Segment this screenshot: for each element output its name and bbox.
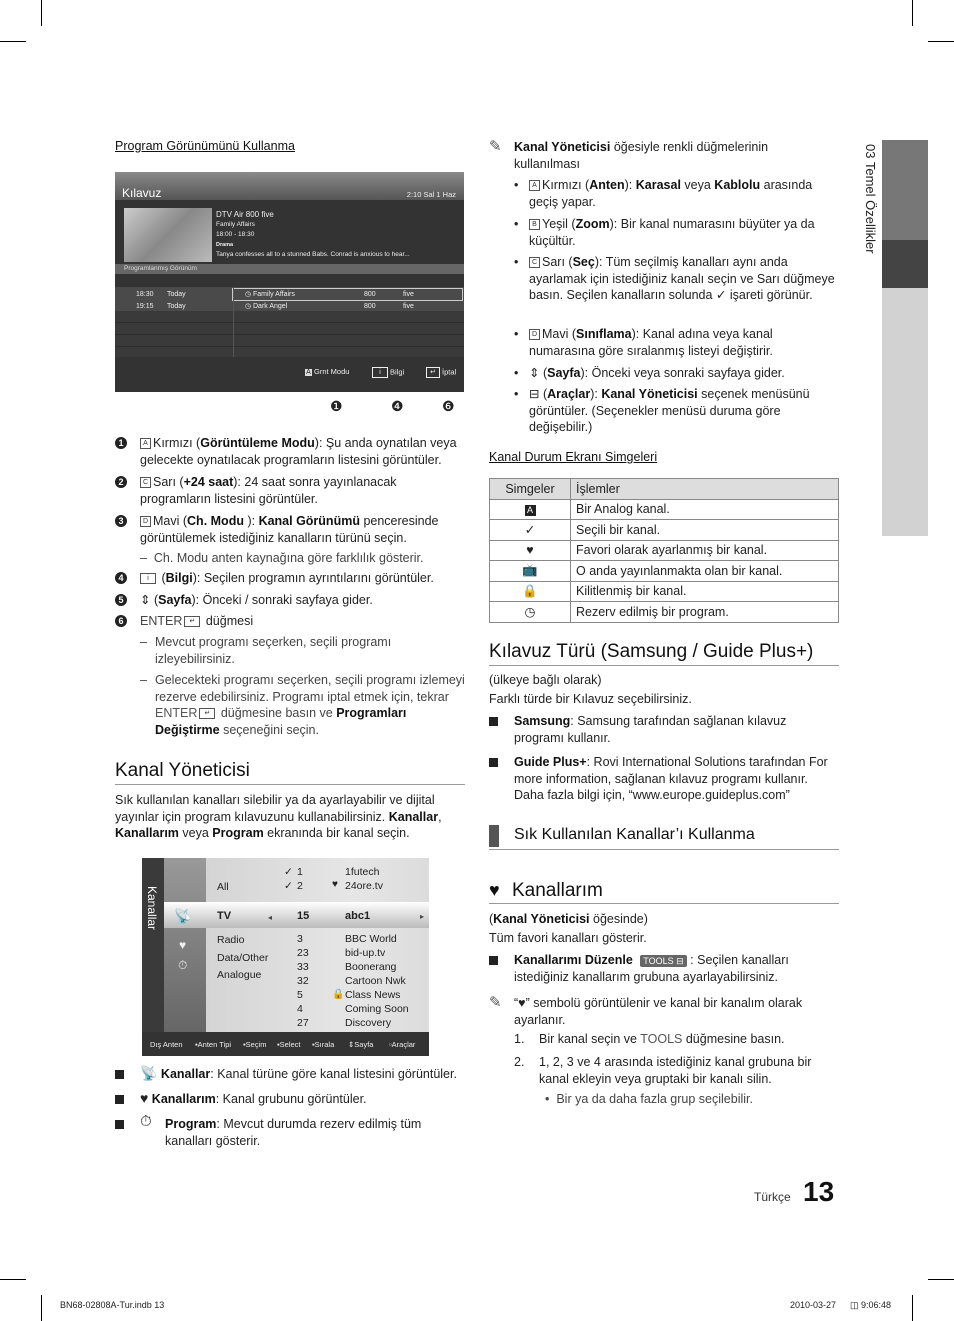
status-icons-table [489, 478, 839, 623]
print-date: 2010-03-27 [790, 1300, 837, 1310]
footer-page[interactable]: ⇕Sayfa [348, 1040, 374, 1049]
note-item-blue: • D Mavi (Sınıflama): Kanal adına veya kanal numarasına göre sıralanmış listeyi değiştirir. [514, 327, 773, 358]
bullet [115, 1095, 124, 1104]
item-3: D Mavi (Ch. Modu ): Kanal Görünümü penceresinde görüntülemek istediğiniz kanalların türünü seçin. [140, 514, 439, 545]
note-item-page: • ⇕ (Sayfa): Önceki veya sonraki sayfaya gider. [514, 366, 785, 380]
num-6: 6 [115, 615, 127, 627]
ch-num: 23 [297, 947, 309, 959]
guide-screen [115, 172, 464, 392]
channel-list-vertical: Kanallar [145, 886, 159, 931]
check-icon: ✓ [490, 520, 571, 541]
crop-mark [928, 1279, 954, 1280]
guide-title: Kılavuz [122, 186, 162, 200]
row-day: Today [167, 291, 186, 298]
my-channels-title: Kanallarım [512, 880, 603, 901]
ch-num: 5 [297, 989, 303, 1001]
footer-cancel[interactable]: ↵ İptal [426, 367, 456, 378]
program-thumbnail [124, 208, 212, 262]
side-tab-label: 03 Temel Özellikler [863, 144, 878, 254]
cat-analogue[interactable]: Analogue [217, 969, 262, 981]
row-title: Family Affairs [253, 291, 295, 298]
table-header [490, 479, 839, 500]
ch-name: Cartoon Nwk [345, 975, 406, 987]
heart-icon: ♥ [179, 938, 187, 952]
side-tab-dark [882, 140, 928, 240]
schedule-row[interactable]: 18:30 Today ◷ Family Affairs 800 five [115, 289, 464, 301]
guide-datetime: 2:10 Sal 1 Haz [406, 190, 456, 199]
info-line: Tanya confesses all to a stunned Babs. Conrad is anxious to hear... [216, 251, 410, 258]
step-2-num: 2. [514, 1055, 525, 1069]
step-2: 1, 2, 3 ve 4 arasında istediğiniz kanal grubuna bir kanal ekleyin veya gruptaki bir kanalı silin. [539, 1055, 812, 1086]
crop-mark [41, 1295, 42, 1321]
row-day: Today [167, 303, 186, 310]
crop-mark [0, 1279, 26, 1280]
item-6-sub-b: – Gelecekteki programı seçerken, seçili programı izlemeyi rezerve edebilirsiniz. Programı iptal etmek için, tekrar ENTER ↵ düğmesine basın ve Programları Değiştirme seçeneğini seçin. [140, 673, 465, 737]
clock-icon: ◷ [490, 602, 571, 623]
ch-name: Discovery [345, 1017, 392, 1029]
file-name: BN68-02808A-Tur.indb 13 [60, 1300, 165, 1310]
analog-icon: A [525, 505, 536, 516]
ch-num: 32 [297, 975, 309, 987]
bullet [115, 1120, 124, 1129]
item-6-sub-a: – Mevcut programı seçerken, seçili programı izleyebilirsiniz. [140, 635, 392, 666]
footer-info[interactable]: i Bilgi [372, 367, 404, 378]
guide-type-note: (ülkeye bağlı olarak) [489, 673, 602, 687]
status-icons-heading: Kanal Durum Ekranı Simgeleri [489, 450, 658, 464]
footer-view-mode[interactable]: A Grnt Modu [306, 367, 350, 376]
edit-my-channels: Kanallarımı Düzenle TOOLS ⊟ : Seçilen kanalları istediğiniz kanallarım grubuna ayarlayabilirsiniz. [514, 953, 789, 984]
note-pencil-icon: ✎ [489, 994, 502, 1011]
ch-num: 15 [297, 910, 310, 922]
side-tab-darker [882, 240, 928, 288]
row-name: five [403, 303, 414, 310]
table-row: 📺 O anda yayınlanmakta olan bir kanal. [490, 561, 839, 582]
num-5: 5 [115, 594, 127, 606]
bullet [115, 1070, 124, 1079]
row-ch: 800 [364, 291, 376, 298]
item-1: A Kırmızı (Görüntüleme Modu): Şu anda oynatılan veya gelecekte oynatılacak programların listesini görüntüler. [140, 436, 457, 467]
table-row: ♥ Favori olarak ayarlanmış bir kanal. [490, 540, 839, 561]
bullet-my-channels: ♥ Kanallarım: Kanal grubunu görüntüler. [140, 1090, 367, 1106]
footer-antenna-type[interactable]: ▪Anten Tipi [195, 1040, 232, 1049]
table-row: A Bir Analog kanal. [490, 499, 839, 520]
guide-type-title: Kılavuz Türü (Samsung / Guide Plus+) [489, 641, 814, 662]
tools-badge: TOOLS ⊟ [640, 955, 686, 967]
guide-type-desc: Farklı türde bir Kılavuz seçebilirsiniz. [489, 692, 692, 706]
info-line: Drama [216, 242, 234, 248]
row-title: Dark Angel [253, 303, 288, 310]
row-time: 18:30 [136, 291, 154, 298]
crop-mark [0, 41, 26, 42]
page-number: 13 [803, 1176, 835, 1207]
item-2: C Sarı (+24 saat): 24 saat sonra yayınlanacak programların listesini görüntüler. [140, 475, 397, 506]
table-row: ✓ Seçili bir kanal. [490, 520, 839, 541]
row-name: five [403, 291, 414, 298]
fav-heart-icon: ♥ [332, 879, 338, 890]
fav-section-title: Sık Kullanılan Kanallar’ı Kullanma [514, 826, 755, 843]
num-4: 4 [115, 572, 127, 584]
enter-icon: ↵ [184, 616, 200, 627]
ch-name: Coming Soon [345, 1003, 409, 1015]
ch-num: 1 [297, 866, 303, 878]
my-channels-sub1: (Kanal Yöneticisi öğesinde) [489, 912, 648, 926]
crop-mark [41, 0, 42, 26]
footer-sort[interactable]: ▪Sırala [312, 1040, 335, 1049]
footer-tools[interactable]: ▫Araçlar [389, 1040, 416, 1049]
num-2: 2 [115, 476, 127, 488]
schedule-row[interactable]: 19:15 Today ◷ Dark Angel 800 five [115, 301, 464, 313]
num-3: 3 [115, 515, 127, 527]
heart-icon: ♥ [489, 880, 500, 900]
item-4: i (Bilgi): Seçilen programın ayrıntılarını görüntüler. [140, 570, 465, 587]
cat-radio[interactable]: Radio [217, 934, 245, 946]
footer-antenna: Dış Anten [150, 1040, 183, 1049]
ch-num: 4 [297, 1003, 303, 1015]
bullet [489, 758, 498, 767]
page-icon: ⇕ [529, 366, 540, 380]
note-pencil-icon: ✎ [489, 138, 502, 155]
note-item-red: • A Kırmızı (Anten): Karasal veya Kablolu arasında geçiş yapar. [514, 178, 813, 209]
num-1: 1 [115, 437, 127, 449]
bullet [489, 717, 498, 726]
satellite-icon: 📡 [174, 908, 192, 924]
ch-name: bid-up.tv [345, 947, 386, 959]
ch-name: BBC World [345, 933, 397, 945]
guide-samsung: Samsung: Samsung tarafından sağlanan kılavuz programı kullanır. [514, 714, 787, 745]
table-row: ◷ Rezerv edilmiş bir program. [490, 602, 839, 623]
program-view-heading: Program Görünümünü Kullanma [115, 139, 295, 153]
bullet-channels: 📡 Kanallar: Kanal türüne göre kanal listesini görüntüler. [140, 1065, 457, 1081]
divider [489, 849, 839, 850]
step-2-sub: • Bir ya da daha fazla grup seçilebilir. [545, 1092, 753, 1106]
item-6: ENTER ↵ düğmesi [140, 614, 254, 628]
ch-name: 1futech [345, 866, 380, 878]
section-bar [489, 825, 499, 847]
ch-name: 24ore.tv [345, 880, 383, 892]
my-channels-sub2: Tüm favori kanalları gösterir. [489, 931, 647, 945]
clock-icon: ⏱ [178, 958, 188, 972]
heart-icon: ♥ [490, 540, 571, 561]
channel-list-screen: Kanallar 📡 ♥ ⏱ All TV Radio Data/Other Analogue ◂ ▸ ✓ ✓ 1 2 15 3 23 33 32 5 4 27 ♥ 🔒 1futech 24ore.tv abc1 BBC World bid-up.tv Boonerang Cartoon Nwk Class News Coming Soon Discovery Dış Anten ▪Anten Tipi ▪Seçim ▪Select ▪Sırala ⇕Sayfa ▫Araçlar [142, 858, 429, 1056]
ch-name: abc1 [345, 910, 371, 922]
heart-icon: ♥ [140, 1090, 149, 1106]
tv-icon: 📺 [490, 561, 571, 582]
footer-select-2[interactable]: ▪Select [277, 1040, 301, 1049]
step-1-num: 1. [514, 1032, 525, 1046]
schedule-rows [115, 289, 464, 313]
note-intro: Kanal Yöneticisi öğesiyle renkli düğmelerinin kullanılması [514, 140, 769, 171]
footer-select[interactable]: ▪Seçim [243, 1040, 267, 1049]
crop-mark [912, 1295, 913, 1321]
ch-num: 3 [297, 933, 303, 945]
ch-name: Class News [345, 989, 401, 1001]
row-ch: 800 [364, 303, 376, 310]
guide-plus: Guide Plus+: Rovi International Solutions tarafından For more information, sağlanan kılavuz programı kullanır. Daha fazla bilgi için, “www.europe.guideplus.com” [514, 755, 828, 802]
my-channels-note: “♥” sembolü görüntülenir ve kanal bir kanalım olarak ayarlanır. [514, 996, 803, 1027]
tools-icon: ⊟ [529, 387, 540, 401]
page-icon: ⇕ [140, 593, 151, 607]
callout-6: ❻ [442, 398, 455, 414]
info-line: Family Affairs [216, 221, 255, 228]
divider [489, 903, 839, 904]
info-line: DTV Air 800 five [216, 210, 274, 219]
channel-manager-title: Kanal Yöneticisi [115, 760, 250, 781]
callout-4: ❹ [391, 398, 404, 414]
item-5: ⇕ (Sayfa): Önceki / sonraki sayfaya gider. [140, 593, 373, 607]
note-item-yellow: • C Sarı (Seç): Tüm seçilmiş kanalları aynı anda ayarlamak için istediğiniz kanalı seçin ve Sarı düğmeye basın. Seçilen kanalların solunda ✓ işareti görünür. [514, 255, 835, 302]
crop-mark [928, 41, 954, 42]
callout-1: ❶ [330, 398, 343, 414]
step-1: Bir kanal seçin ve TOOLS düğmesine basın. [539, 1032, 785, 1046]
col-icons: Simgeler [490, 479, 571, 500]
bullet-program: Program: Mevcut durumda rezerv edilmiş tüm kanalları gösterir. [165, 1117, 422, 1148]
cat-tv[interactable]: TV [217, 910, 232, 922]
bullet [489, 956, 498, 965]
satellite-icon: 📡 [140, 1065, 158, 1081]
table-row: 🔒 Kilitlenmiş bir kanal. [490, 581, 839, 602]
crop-mark [912, 0, 913, 26]
ch-num: 2 [297, 880, 303, 892]
divider [489, 665, 839, 666]
timer-icon: ⏱ [140, 1113, 152, 1130]
language-label: Türkçe [754, 1190, 791, 1204]
lock-icon: 🔒 [490, 581, 571, 602]
cat-data[interactable]: Data/Other [217, 951, 269, 964]
row-time: 19:15 [136, 303, 154, 310]
info-line: 18:00 - 18:30 [216, 231, 255, 238]
channel-manager-intro: Sık kullanılan kanalları silebilir ya da ayarlayabilir ve dijital yayınlar için program kılavuzunu kullanabilirsiniz. Kanallar, Kanallarım veya Program ekranında bir kanal seçin. [115, 793, 442, 840]
cat-all[interactable]: All [217, 881, 229, 893]
ch-name: Boonerang [345, 961, 397, 973]
scheduled-view-label: Programlanmış Görünüm [124, 265, 197, 272]
item-3-sub: – Ch. Modu anten kaynağına göre farklılık gösterir. [140, 551, 424, 565]
lock-icon: 🔒 [332, 989, 345, 1000]
note-item-tools: • ⊟ (Araçlar): Kanal Yöneticisi seçenek menüsünü görüntüler. (Seçenekler menüsü duruma göre değişebilir.) [514, 387, 810, 434]
note-item-green: • B Yeşil (Zoom): Bir kanal numarasını büyüter ya da küçültür. [514, 217, 815, 248]
divider [115, 784, 465, 785]
ch-num: 27 [297, 1017, 309, 1029]
print-time: ◫ 9:06:48 [850, 1300, 892, 1310]
col-actions: İşlemler [571, 479, 839, 500]
ch-num: 33 [297, 961, 309, 973]
